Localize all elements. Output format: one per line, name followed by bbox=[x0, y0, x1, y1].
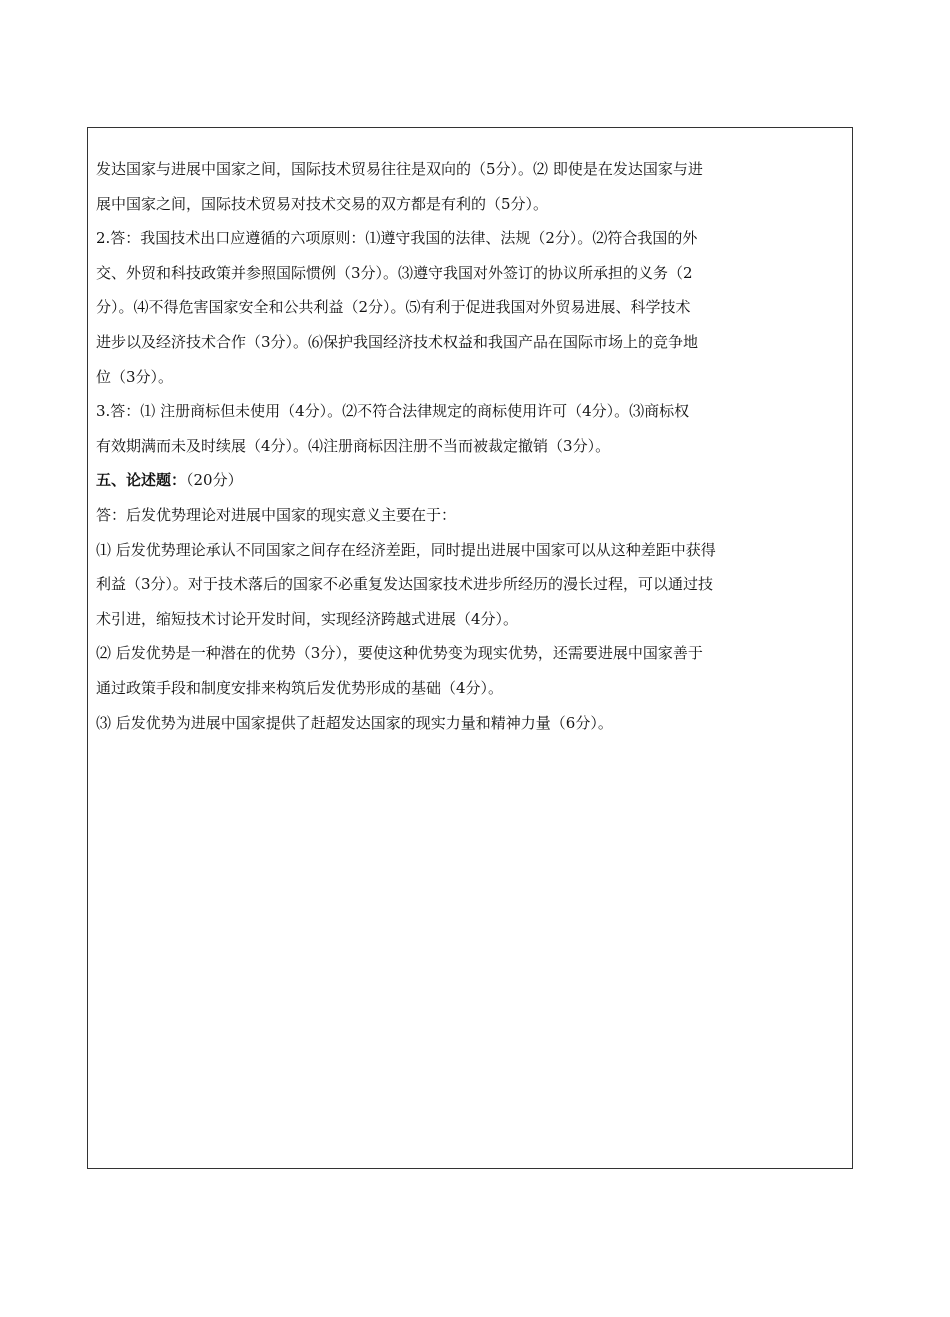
text-line: 3.答：⑴ 注册商标但未使用（4分）。⑵不符合法律规定的商标使用许可（4分）。⑶商标权 bbox=[96, 402, 690, 421]
text-line: ⑵ 后发优势是一种潜在的优势（3分），要使这种优势变为现实优势，还需要进展中国家善于 bbox=[96, 644, 703, 663]
text-line: 分）。⑷不得危害国家安全和公共利益（2分）。⑸有利于促进我国对外贸易进展、科学技术 bbox=[96, 298, 691, 317]
section-title: 五、论述题： bbox=[96, 471, 187, 490]
text-line: 交、外贸和科技政策并参照国际惯例（3分）。⑶遵守我国对外签订的协议所承担的义务（2 bbox=[96, 263, 693, 282]
text-line: ⑶ 后发优势为进展中国家提供了赶超发达国家的现实力量和精神力量（6分）。 bbox=[96, 713, 613, 732]
text-line: 利益（3分）。对于技术落后的国家不必重复发达国家技术进步所经历的漫长过程，可以通过技 bbox=[96, 575, 714, 594]
section-heading bbox=[96, 463, 846, 498]
text-line: 位（3分）。 bbox=[96, 367, 174, 386]
text-line: 2.答：我国技术出口应遵循的六项原则：⑴遵守我国的法律、法规（2分）。⑵符合我国的外 bbox=[96, 229, 698, 248]
answer-content bbox=[96, 152, 846, 740]
text-line: 通过政策手段和制度安排来构筑后发优势形成的基础（4分）。 bbox=[96, 678, 504, 697]
answer-intro: 答：后发优势理论对进展中国家的现实意义主要在于： bbox=[96, 505, 457, 524]
text-line: ⑴ 后发优势理论承认不同国家之间存在经济差距，同时提出进展中国家可以从这种差距中获得 bbox=[96, 540, 716, 559]
text-line: 发达国家与进展中国家之间，国际技术贸易往往是双向的（5分）。⑵ 即使是在发达国家与进 bbox=[96, 160, 703, 178]
text-line: 进步以及经济技术合作（3分）。⑹保护我国经济技术权益和我国产品在国际市场上的竞争地 bbox=[96, 332, 699, 351]
text-line: 有效期满而未及时续展（4分）。⑷注册商标因注册不当而被裁定撤销（3分）。 bbox=[96, 436, 611, 455]
section-score: （20分） bbox=[186, 471, 243, 490]
text-line: 展中国家之间，国际技术贸易对技术交易的双方都是有利的（5分）。 bbox=[96, 194, 549, 213]
text-line: 术引进，缩短技术讨论开发时间，实现经济跨越式进展（4分）。 bbox=[96, 609, 519, 628]
